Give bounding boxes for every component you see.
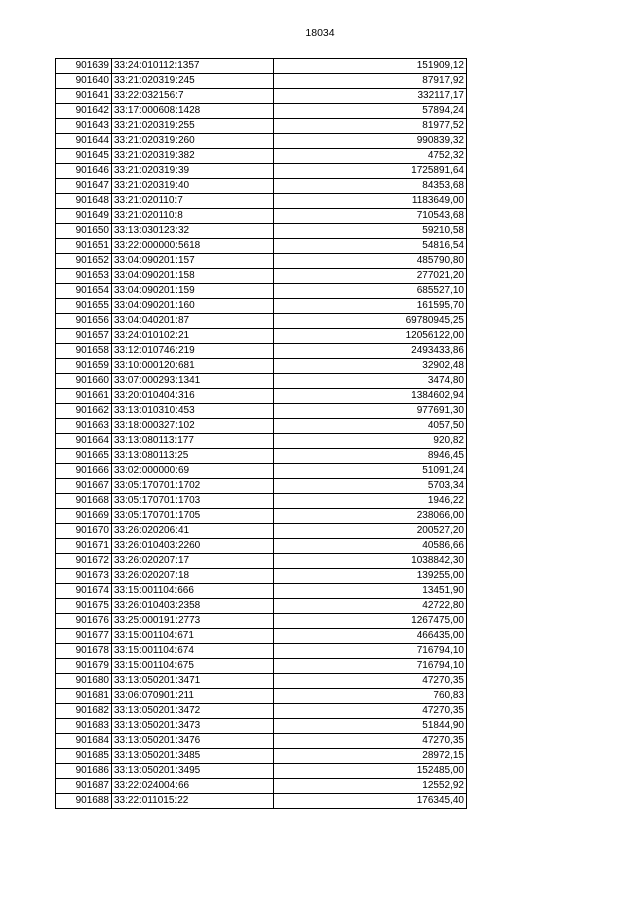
table-row	[56, 689, 467, 704]
cadastral-value-cell: 47270,35	[274, 674, 467, 689]
row-number-cell: 901649	[56, 209, 112, 224]
row-number-cell: 901651	[56, 239, 112, 254]
table-row	[56, 404, 467, 419]
cadastral-value-cell: 47270,35	[274, 704, 467, 719]
row-number-cell: 901677	[56, 629, 112, 644]
cadastral-value-cell: 977691,30	[274, 404, 467, 419]
table-row	[56, 134, 467, 149]
cadastral-value-cell: 176345,40	[274, 794, 467, 809]
page-number: 18034	[305, 27, 335, 39]
table-row	[56, 389, 467, 404]
cadastral-value-cell: 28972,15	[274, 749, 467, 764]
row-number-cell: 901688	[56, 794, 112, 809]
cadastral-value-cell: 710543,68	[274, 209, 467, 224]
table-row	[56, 434, 467, 449]
row-number-cell: 901684	[56, 734, 112, 749]
cadastral-value-cell: 1038842,30	[274, 554, 467, 569]
table-row	[56, 74, 467, 89]
table-row	[56, 794, 467, 809]
cadastral-value-cell: 2493433,86	[274, 344, 467, 359]
row-number-cell: 901654	[56, 284, 112, 299]
cadastral-value-cell: 12056122,00	[274, 329, 467, 344]
cadastral-number-cell: 33:04:090201:160	[112, 299, 274, 314]
cadastral-value-cell: 32902,48	[274, 359, 467, 374]
row-number-cell: 901657	[56, 329, 112, 344]
cadastral-number-cell: 33:21:020319:382	[112, 149, 274, 164]
cadastral-number-cell: 33:05:170701:1702	[112, 479, 274, 494]
cadastral-number-cell: 33:06:070901:211	[112, 689, 274, 704]
cadastral-value-table	[55, 58, 467, 809]
cadastral-number-cell: 33:13:050201:3473	[112, 719, 274, 734]
row-number-cell: 901667	[56, 479, 112, 494]
row-number-cell: 901687	[56, 779, 112, 794]
cadastral-number-cell: 33:15:001104:671	[112, 629, 274, 644]
cadastral-number-cell: 33:04:090201:159	[112, 284, 274, 299]
cadastral-value-cell: 87917,92	[274, 74, 467, 89]
row-number-cell: 901669	[56, 509, 112, 524]
row-number-cell: 901640	[56, 74, 112, 89]
cadastral-value-cell: 69780945,25	[274, 314, 467, 329]
cadastral-value-cell: 57894,24	[274, 104, 467, 119]
table-row	[56, 719, 467, 734]
cadastral-number-cell: 33:15:001104:674	[112, 644, 274, 659]
cadastral-number-cell: 33:13:050201:3472	[112, 704, 274, 719]
table-row	[56, 314, 467, 329]
table-row	[56, 209, 467, 224]
cadastral-value-cell: 81977,52	[274, 119, 467, 134]
row-number-cell: 901662	[56, 404, 112, 419]
row-number-cell: 901643	[56, 119, 112, 134]
row-number-cell: 901676	[56, 614, 112, 629]
cadastral-number-cell: 33:22:000000:5618	[112, 239, 274, 254]
row-number-cell: 901644	[56, 134, 112, 149]
table-row	[56, 644, 467, 659]
cadastral-value-cell: 760,83	[274, 689, 467, 704]
row-number-cell: 901652	[56, 254, 112, 269]
cadastral-value-cell: 716794,10	[274, 659, 467, 674]
row-number-cell: 901658	[56, 344, 112, 359]
cadastral-value-cell: 42722,80	[274, 599, 467, 614]
table-row	[56, 479, 467, 494]
table-row	[56, 374, 467, 389]
table-row	[56, 764, 467, 779]
cadastral-number-cell: 33:24:010112:1357	[112, 59, 274, 74]
cadastral-value-cell: 161595,70	[274, 299, 467, 314]
cadastral-value-cell: 277021,20	[274, 269, 467, 284]
row-number-cell: 901686	[56, 764, 112, 779]
cadastral-value-cell: 54816,54	[274, 239, 467, 254]
cadastral-value-cell: 59210,58	[274, 224, 467, 239]
table-row	[56, 659, 467, 674]
row-number-cell: 901645	[56, 149, 112, 164]
row-number-cell: 901682	[56, 704, 112, 719]
row-number-cell: 901681	[56, 689, 112, 704]
cadastral-number-cell: 33:13:080113:25	[112, 449, 274, 464]
cadastral-number-cell: 33:20:010404:316	[112, 389, 274, 404]
cadastral-number-cell: 33:26:010403:2358	[112, 599, 274, 614]
table-row	[56, 449, 467, 464]
cadastral-number-cell: 33:15:001104:675	[112, 659, 274, 674]
table-row	[56, 599, 467, 614]
table-row	[56, 344, 467, 359]
cadastral-number-cell: 33:13:080113:177	[112, 434, 274, 449]
row-number-cell: 901639	[56, 59, 112, 74]
cadastral-value-cell: 685527,10	[274, 284, 467, 299]
cadastral-number-cell: 33:22:011015:22	[112, 794, 274, 809]
table-row	[56, 254, 467, 269]
cadastral-number-cell: 33:18:000327:102	[112, 419, 274, 434]
cadastral-value-cell: 151909,12	[274, 59, 467, 74]
cadastral-number-cell: 33:02:000000:69	[112, 464, 274, 479]
cadastral-number-cell: 33:04:040201:87	[112, 314, 274, 329]
table-row	[56, 494, 467, 509]
row-number-cell: 901647	[56, 179, 112, 194]
row-number-cell: 901672	[56, 554, 112, 569]
table-row	[56, 119, 467, 134]
table-row	[56, 284, 467, 299]
cadastral-number-cell: 33:05:170701:1703	[112, 494, 274, 509]
row-number-cell: 901659	[56, 359, 112, 374]
cadastral-number-cell: 33:21:020319:245	[112, 74, 274, 89]
row-number-cell: 901664	[56, 434, 112, 449]
table-row	[56, 359, 467, 374]
cadastral-value-cell: 920,82	[274, 434, 467, 449]
row-number-cell: 901661	[56, 389, 112, 404]
cadastral-number-cell: 33:17:000608:1428	[112, 104, 274, 119]
cadastral-value-cell: 485790,80	[274, 254, 467, 269]
cadastral-number-cell: 33:05:170701:1705	[112, 509, 274, 524]
table-row	[56, 269, 467, 284]
cadastral-value-cell: 238066,00	[274, 509, 467, 524]
cadastral-number-cell: 33:04:090201:157	[112, 254, 274, 269]
row-number-cell: 901680	[56, 674, 112, 689]
cadastral-value-cell: 40586,66	[274, 539, 467, 554]
table-row	[56, 194, 467, 209]
cadastral-number-cell: 33:21:020319:255	[112, 119, 274, 134]
cadastral-number-cell: 33:26:020206:41	[112, 524, 274, 539]
table-row	[56, 734, 467, 749]
cadastral-number-cell: 33:21:020110:7	[112, 194, 274, 209]
table-row	[56, 329, 467, 344]
cadastral-number-cell: 33:13:050201:3471	[112, 674, 274, 689]
row-number-cell: 901683	[56, 719, 112, 734]
table-row	[56, 749, 467, 764]
cadastral-number-cell: 33:07:000293:1341	[112, 374, 274, 389]
row-number-cell: 901670	[56, 524, 112, 539]
row-number-cell: 901653	[56, 269, 112, 284]
row-number-cell: 901668	[56, 494, 112, 509]
cadastral-value-cell: 200527,20	[274, 524, 467, 539]
row-number-cell: 901642	[56, 104, 112, 119]
cadastral-value-cell: 4057,50	[274, 419, 467, 434]
cadastral-value-cell: 84353,68	[274, 179, 467, 194]
row-number-cell: 901675	[56, 599, 112, 614]
cadastral-value-cell: 716794,10	[274, 644, 467, 659]
table-row	[56, 239, 467, 254]
table-body	[56, 59, 467, 809]
cadastral-number-cell: 33:21:020319:39	[112, 164, 274, 179]
cadastral-number-cell: 33:15:001104:666	[112, 584, 274, 599]
cadastral-number-cell: 33:22:024004:66	[112, 779, 274, 794]
table-row	[56, 104, 467, 119]
table-row	[56, 419, 467, 434]
cadastral-value-cell: 139255,00	[274, 569, 467, 584]
table-row	[56, 509, 467, 524]
row-number-cell: 901671	[56, 539, 112, 554]
cadastral-value-cell: 13451,90	[274, 584, 467, 599]
table-row	[56, 674, 467, 689]
cadastral-number-cell: 33:25:000191:2773	[112, 614, 274, 629]
table-row	[56, 59, 467, 74]
row-number-cell: 901666	[56, 464, 112, 479]
table-row	[56, 224, 467, 239]
table-row	[56, 149, 467, 164]
row-number-cell: 901655	[56, 299, 112, 314]
row-number-cell: 901673	[56, 569, 112, 584]
row-number-cell: 901665	[56, 449, 112, 464]
cadastral-number-cell: 33:26:010403:2260	[112, 539, 274, 554]
cadastral-value-cell: 12552,92	[274, 779, 467, 794]
cadastral-value-cell: 1725891,64	[274, 164, 467, 179]
table-row	[56, 89, 467, 104]
row-number-cell: 901648	[56, 194, 112, 209]
table-row	[56, 704, 467, 719]
table-row	[56, 554, 467, 569]
cadastral-value-cell: 5703,34	[274, 479, 467, 494]
cadastral-value-cell: 4752,32	[274, 149, 467, 164]
cadastral-value-cell: 47270,35	[274, 734, 467, 749]
row-number-cell: 901679	[56, 659, 112, 674]
cadastral-number-cell: 33:26:020207:18	[112, 569, 274, 584]
cadastral-number-cell: 33:21:020319:260	[112, 134, 274, 149]
cadastral-number-cell: 33:21:020319:40	[112, 179, 274, 194]
cadastral-number-cell: 33:10:000120:681	[112, 359, 274, 374]
row-number-cell: 901663	[56, 419, 112, 434]
table-row	[56, 179, 467, 194]
cadastral-number-cell: 33:26:020207:17	[112, 554, 274, 569]
table-row	[56, 569, 467, 584]
cadastral-number-cell: 33:12:010746:219	[112, 344, 274, 359]
row-number-cell: 901674	[56, 584, 112, 599]
cadastral-value-cell: 466435,00	[274, 629, 467, 644]
row-number-cell: 901646	[56, 164, 112, 179]
table-row	[56, 524, 467, 539]
cadastral-number-cell: 33:13:050201:3476	[112, 734, 274, 749]
cadastral-value-cell: 8946,45	[274, 449, 467, 464]
cadastral-number-cell: 33:22:032156:7	[112, 89, 274, 104]
row-number-cell: 901685	[56, 749, 112, 764]
row-number-cell: 901660	[56, 374, 112, 389]
cadastral-value-cell: 990839,32	[274, 134, 467, 149]
table-row	[56, 299, 467, 314]
table-row	[56, 779, 467, 794]
row-number-cell: 901656	[56, 314, 112, 329]
table-row	[56, 629, 467, 644]
cadastral-number-cell: 33:13:010310:453	[112, 404, 274, 419]
cadastral-number-cell: 33:24:010102:21	[112, 329, 274, 344]
table-row	[56, 584, 467, 599]
cadastral-value-cell: 1267475,00	[274, 614, 467, 629]
cadastral-value-cell: 152485,00	[274, 764, 467, 779]
table-row	[56, 614, 467, 629]
cadastral-value-cell: 3474,80	[274, 374, 467, 389]
row-number-cell: 901678	[56, 644, 112, 659]
cadastral-value-cell: 1384602,94	[274, 389, 467, 404]
table-row	[56, 164, 467, 179]
row-number-cell: 901650	[56, 224, 112, 239]
cadastral-value-cell: 332117,17	[274, 89, 467, 104]
table-row	[56, 464, 467, 479]
cadastral-value-cell: 1183649,00	[274, 194, 467, 209]
cadastral-number-cell: 33:13:050201:3495	[112, 764, 274, 779]
cadastral-value-cell: 1946,22	[274, 494, 467, 509]
cadastral-number-cell: 33:13:030123:32	[112, 224, 274, 239]
cadastral-number-cell: 33:04:090201:158	[112, 269, 274, 284]
table-row	[56, 539, 467, 554]
cadastral-value-cell: 51091,24	[274, 464, 467, 479]
cadastral-number-cell: 33:13:050201:3485	[112, 749, 274, 764]
row-number-cell: 901641	[56, 89, 112, 104]
cadastral-value-cell: 51844,90	[274, 719, 467, 734]
cadastral-number-cell: 33:21:020110:8	[112, 209, 274, 224]
